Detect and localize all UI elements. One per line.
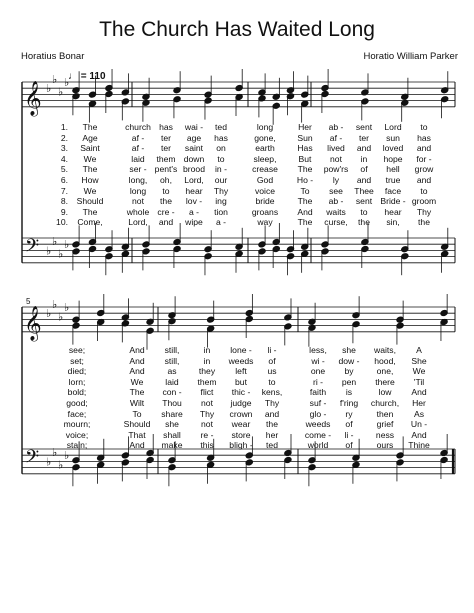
lyric-syllable: hope xyxy=(383,153,403,164)
lyric-syllable: crown xyxy=(229,408,253,419)
lyric-syllable: us xyxy=(267,366,277,377)
lyric-syllable: Should xyxy=(123,419,151,430)
key-signature-flat-icon: ♭ xyxy=(52,72,58,86)
lyric-syllable: ab - xyxy=(328,196,344,207)
lyric-syllable: good; xyxy=(66,398,88,408)
lyric-syllable: set; xyxy=(70,355,84,366)
lyric-syllable: judge xyxy=(230,398,252,408)
lyric-syllable: she xyxy=(165,419,179,430)
lyric-syllable: But xyxy=(298,153,312,164)
lyric-syllable: left xyxy=(235,366,247,377)
lyric-syllable: she xyxy=(342,345,356,355)
lyric-syllable: ness xyxy=(375,429,395,440)
lyric-syllable: and xyxy=(416,175,432,185)
verse-number: 8. xyxy=(60,196,68,207)
lyric-syllable: of xyxy=(268,355,276,366)
key-signature-flat-icon: ♭ xyxy=(46,455,52,469)
key-signature-flat-icon: ♭ xyxy=(52,446,58,460)
lyric-syllable: The xyxy=(297,196,313,207)
lyric-syllable: Her xyxy=(298,122,312,132)
quarter-note-icon: ♩ xyxy=(68,71,78,82)
lyric-syllable: the xyxy=(266,419,278,430)
lyric-syllable: mourn; xyxy=(63,419,91,430)
lyric-syllable: And xyxy=(129,345,145,355)
lyric-syllable: And xyxy=(297,206,313,217)
lyric-syllable: sleep, xyxy=(253,153,277,164)
lyric-syllable: a - xyxy=(188,206,200,217)
lyric-syllable: face; xyxy=(67,408,87,419)
lyric-syllable: f'ring xyxy=(339,398,359,408)
key-signature-flat-icon: ♭ xyxy=(64,301,70,314)
lyric-syllable: they xyxy=(198,366,216,377)
lyric-syllable: long xyxy=(129,185,147,196)
lyric-syllable: hood, xyxy=(374,355,396,366)
lyric-syllable: down xyxy=(183,153,205,164)
lyric-syllable: hear xyxy=(384,206,402,217)
measure-number: 5 xyxy=(26,297,31,306)
lyric-syllable: stain; xyxy=(66,440,88,451)
lyric-syllable: brood xyxy=(183,164,205,175)
lyric-syllable: Her xyxy=(412,398,426,408)
lyric-syllable: We xyxy=(412,366,426,377)
lyric-syllable: waits xyxy=(326,206,346,217)
lyric-syllable: true xyxy=(385,175,401,185)
lyric-syllable: wear xyxy=(231,419,251,430)
lyric-syllable: earth xyxy=(255,143,275,154)
lyric-syllable: li - xyxy=(344,429,354,440)
lyric-syllable: and xyxy=(416,143,432,154)
lyric-syllable: and xyxy=(356,175,372,185)
verse-number: 9. xyxy=(60,206,68,217)
lyric-syllable: not xyxy=(201,398,213,408)
lyric-syllable: store xyxy=(231,429,251,440)
lyric-syllable: of xyxy=(360,164,368,175)
lyric-syllable: loved xyxy=(382,143,404,154)
lyric-syllable: lov - xyxy=(185,196,203,207)
lyric-syllable: pent's xyxy=(154,164,178,175)
lyric-syllable: ab - xyxy=(328,122,344,132)
lyric-syllable: con - xyxy=(162,387,182,398)
lyric-syllable: How xyxy=(81,175,99,185)
lyric-syllable: ser - xyxy=(129,164,147,175)
page-title: The Church Has Waited Long xyxy=(99,18,375,41)
lyric-syllable: hell xyxy=(386,164,400,175)
lyric-syllable: the xyxy=(418,217,430,228)
lyric-syllable: to xyxy=(217,153,225,164)
lyric-syllable: Lord xyxy=(384,122,402,132)
lyric-syllable: lone - xyxy=(230,345,252,355)
lyric-syllable: world xyxy=(307,440,329,451)
lyric-syllable: Thou xyxy=(162,398,182,408)
lyric-syllable: bligh - xyxy=(229,440,253,451)
lyric-syllable: sin, xyxy=(386,217,400,228)
lyric-syllable: And xyxy=(129,366,145,377)
lyric-syllable: to xyxy=(420,185,428,196)
lyric-syllable: to xyxy=(360,206,368,217)
lyric-syllable: That xyxy=(128,429,146,440)
lyric-syllable: Saint xyxy=(80,143,100,154)
lyric-syllable: grief xyxy=(376,419,394,430)
lyric-syllable: af - xyxy=(131,143,145,154)
lyric-syllable: groom xyxy=(411,196,437,207)
lyric-syllable: is xyxy=(345,387,353,398)
verse-number: 7. xyxy=(60,185,68,196)
lyric-syllable: pen xyxy=(341,376,357,387)
lyric-syllable: Has xyxy=(297,143,313,154)
lyric-syllable: Thy xyxy=(199,408,215,419)
key-signature-flat-icon: ♭ xyxy=(64,449,70,463)
lyric-syllable: the xyxy=(160,196,172,207)
lyric-syllable: them xyxy=(156,153,176,164)
lyric-syllable: The xyxy=(82,164,98,175)
lyric-syllable: wai - xyxy=(184,122,204,132)
lyric-syllable: for - xyxy=(416,153,432,164)
lyric-syllable: flict xyxy=(200,387,214,398)
lyric-syllable: but xyxy=(235,376,247,387)
lyric-syllable: To xyxy=(132,408,142,419)
lyric-syllable: and xyxy=(264,408,280,419)
lyric-syllable: crease xyxy=(252,164,278,175)
lyric-syllable: long xyxy=(256,122,274,132)
lyric-syllable: wi - xyxy=(311,355,325,366)
lyric-syllable: a - xyxy=(215,217,227,228)
lyric-syllable: 'Til xyxy=(413,376,425,387)
verse-number: 6. xyxy=(60,175,68,185)
lyric-syllable: Wilt xyxy=(129,398,145,408)
lyric-syllable: bold; xyxy=(67,387,87,398)
lyric-syllable: oh, xyxy=(160,175,172,185)
lyric-syllable: make xyxy=(161,440,183,451)
verse-number: 2. xyxy=(60,132,68,143)
lyric-syllable: long, xyxy=(128,175,148,185)
lyric-syllable: kens, xyxy=(261,387,283,398)
key-signature-flat-icon: ♭ xyxy=(64,238,70,252)
lyric-syllable: face xyxy=(384,185,402,196)
lyric-syllable: Age xyxy=(82,132,98,143)
lyric-syllable: not xyxy=(132,196,144,207)
lyric-syllable: The xyxy=(82,206,98,217)
lyric-syllable: them xyxy=(197,376,217,387)
lyric-syllable: on xyxy=(216,143,226,154)
lyric-syllable: saint xyxy=(184,143,204,154)
verse-number: 10. xyxy=(56,217,68,228)
lyric-syllable: li - xyxy=(267,345,277,355)
lyric-syllable: and xyxy=(356,143,372,154)
lyric-syllable: The xyxy=(82,122,98,132)
key-signature-flat-icon: ♭ xyxy=(58,85,64,99)
lyric-syllable: bride xyxy=(255,196,275,207)
lyric-syllable: As xyxy=(413,408,425,419)
lyric-syllable: to xyxy=(162,185,170,196)
lyric-syllable: sent xyxy=(355,122,373,132)
lyric-syllable: way xyxy=(257,217,273,228)
lyric-syllable: wipe xyxy=(185,217,203,228)
key-signature-flat-icon: ♭ xyxy=(46,82,52,96)
lyric-syllable: voice xyxy=(254,185,276,196)
lyric-syllable: curse, xyxy=(324,217,348,228)
lyric-syllable: still, xyxy=(164,345,180,355)
lyric-syllable: has xyxy=(417,132,431,143)
composer-credit: Horatio William Parker xyxy=(363,51,458,62)
bass-clef-icon: 𝄢 xyxy=(25,447,40,472)
lyric-syllable: one xyxy=(310,366,326,377)
lyric-syllable: ry xyxy=(345,408,353,419)
lyric-syllable: af - xyxy=(131,132,145,143)
lyric-syllable: weeds xyxy=(305,419,331,430)
lyric-syllable: ing xyxy=(215,196,227,207)
lyric-syllable: suf - xyxy=(309,398,327,408)
key-signature-flat-icon: ♭ xyxy=(58,310,64,324)
lyric-syllable: ted xyxy=(215,122,227,132)
lyric-syllable: lived xyxy=(327,143,345,154)
lyric-syllable: not xyxy=(330,153,342,164)
lyric-syllable: has xyxy=(159,122,173,132)
lyric-syllable: church xyxy=(125,122,151,132)
lyric-syllable: Come, xyxy=(77,217,103,228)
lyric-syllable: share xyxy=(161,408,183,419)
lyric-syllable: Ho - xyxy=(296,175,314,185)
lyric-syllable: her xyxy=(265,429,279,440)
lyric-syllable: And xyxy=(411,429,427,440)
lyricist-credit: Horatius Bonar xyxy=(21,51,85,62)
lyric-syllable: gone, xyxy=(254,132,276,143)
lyric-syllable: Should xyxy=(76,196,104,207)
lyric-syllable: sun xyxy=(386,132,400,143)
lyric-syllable: We xyxy=(130,376,144,387)
lyric-syllable: voice; xyxy=(65,429,89,440)
lyric-syllable: by xyxy=(344,366,354,377)
lyric-syllable: then xyxy=(376,408,394,419)
lyric-syllable: less, xyxy=(309,345,327,355)
lyric-syllable: Un - xyxy=(410,419,428,430)
lyric-syllable: age xyxy=(186,132,202,143)
lyric-syllable: dow - xyxy=(338,355,360,366)
lyric-syllable: laid xyxy=(131,153,145,164)
verse-number: 5. xyxy=(60,164,68,175)
lyric-syllable: God xyxy=(256,175,274,185)
treble-clef-icon: 𝄞 xyxy=(24,306,42,341)
lyric-syllable: church, xyxy=(370,398,400,408)
lyric-syllable: Lord, xyxy=(128,217,148,228)
lyric-syllable: lorn; xyxy=(68,376,86,387)
lyric-syllable: glo - xyxy=(309,408,327,419)
lyric-syllable: in - xyxy=(215,164,227,175)
lyric-syllable: still, xyxy=(164,355,180,366)
bass-clef-icon: 𝄢 xyxy=(25,236,40,261)
lyric-syllable: come - xyxy=(304,429,332,440)
lyric-syllable: thic - xyxy=(231,387,251,398)
lyric-syllable: weeds xyxy=(228,355,254,366)
lyric-syllable: And xyxy=(411,387,427,398)
lyric-syllable: sent xyxy=(355,196,373,207)
lyric-syllable: She xyxy=(411,355,427,366)
lyric-syllable: ours xyxy=(376,440,394,451)
lyric-syllable: low xyxy=(378,387,392,398)
lyric-syllable: died; xyxy=(67,366,87,377)
key-signature-flat-icon: ♭ xyxy=(58,247,64,261)
lyric-syllable: And xyxy=(129,355,145,366)
lyric-syllable: to xyxy=(420,122,428,132)
lyric-syllable: Lord, xyxy=(184,175,204,185)
lyric-syllable: ter xyxy=(358,132,370,143)
lyric-syllable: ted xyxy=(266,440,278,451)
verse-number: 4. xyxy=(60,153,68,164)
lyric-syllable: our xyxy=(214,175,228,185)
lyric-syllable: of xyxy=(345,419,353,430)
lyric-syllable: faith xyxy=(309,387,327,398)
lyric-syllable: see xyxy=(329,185,343,196)
lyric-syllable: not xyxy=(201,419,213,430)
lyric-syllable: see; xyxy=(68,345,86,355)
lyric-syllable: Thee xyxy=(354,185,374,196)
lyric-syllable: Sun xyxy=(297,132,313,143)
lyric-syllable: there xyxy=(375,376,395,387)
lyric-syllable: grow xyxy=(414,164,434,175)
lyric-syllable: shall xyxy=(163,429,181,440)
key-signature-flat-icon: ♭ xyxy=(58,458,64,472)
lyric-syllable: whole xyxy=(126,206,150,217)
verse-number: 1. xyxy=(60,122,68,132)
verse-number: 3. xyxy=(60,143,68,154)
lyric-syllable: groans xyxy=(251,206,279,217)
lyric-syllable: waits, xyxy=(374,345,396,355)
lyric-syllable: and xyxy=(158,217,174,228)
lyric-syllable: to xyxy=(268,376,276,387)
lyric-syllable: re - xyxy=(200,429,214,440)
lyric-syllable: has xyxy=(214,132,228,143)
lyric-syllable: ly xyxy=(332,175,340,185)
treble-clef-icon: 𝄞 xyxy=(24,81,42,116)
lyric-syllable: The xyxy=(297,164,313,175)
key-signature-flat-icon: ♭ xyxy=(46,244,52,258)
lyric-syllable: in xyxy=(360,153,368,164)
lyric-syllable: The xyxy=(297,217,313,228)
key-signature-flat-icon: ♭ xyxy=(52,235,58,249)
lyric-syllable: Thy xyxy=(264,398,280,408)
lyric-syllable: af - xyxy=(329,132,343,143)
lyric-syllable: To xyxy=(300,185,310,196)
key-signature-flat-icon: ♭ xyxy=(64,76,70,89)
lyric-syllable: as xyxy=(167,366,177,377)
lyric-syllable: hear xyxy=(185,185,203,196)
lyric-syllable: ri - xyxy=(312,376,324,387)
key-signature-flat-icon: ♭ xyxy=(52,297,58,311)
lyric-syllable: pow'rs xyxy=(323,164,349,175)
lyric-syllable: We xyxy=(83,185,97,196)
lyric-syllable: ter xyxy=(160,132,172,143)
lyric-syllable: tion xyxy=(214,206,228,217)
lyric-syllable: Bride - xyxy=(380,196,406,207)
lyric-syllable: ter xyxy=(160,143,172,154)
key-signature-flat-icon: ♭ xyxy=(46,307,52,321)
lyric-syllable: in xyxy=(203,345,211,355)
lyric-syllable: laid xyxy=(165,376,179,387)
lyric-syllable: Thy xyxy=(213,185,229,196)
lyric-syllable: And xyxy=(129,440,145,451)
lyric-syllable: one, xyxy=(376,366,394,377)
lyric-syllable: cre - xyxy=(157,206,175,217)
lyric-syllable: Thine xyxy=(408,440,430,451)
lyric-syllable: We xyxy=(83,153,97,164)
lyric-syllable: The xyxy=(129,387,145,398)
tempo-value: = 110 xyxy=(80,71,106,82)
lyric-syllable: this xyxy=(200,440,214,451)
lyric-syllable: in xyxy=(203,355,211,366)
lyric-syllable: of xyxy=(345,440,353,451)
lyric-syllable: A xyxy=(416,345,422,355)
lyric-syllable: the xyxy=(358,217,370,228)
lyric-syllable: Thy xyxy=(416,206,432,217)
